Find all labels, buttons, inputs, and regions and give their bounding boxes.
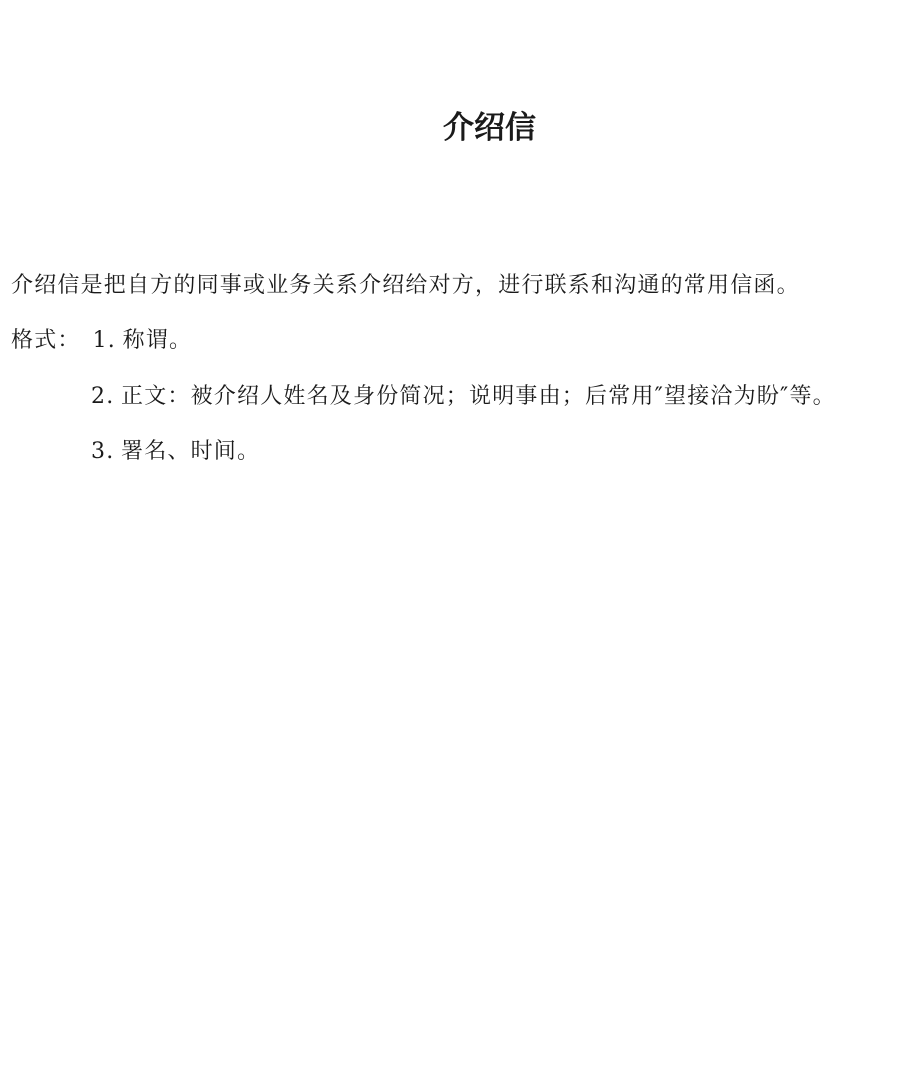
item-number: 3. bbox=[91, 439, 115, 464]
format-item bbox=[91, 437, 260, 467]
item-number: 1. bbox=[92, 328, 116, 353]
format-label: 格式： bbox=[11, 328, 81, 353]
format-line bbox=[11, 326, 192, 356]
format-item bbox=[91, 382, 836, 412]
document-title: 介绍信 bbox=[443, 110, 536, 146]
item-text: 正文：被介绍人姓名及身份简况；说明事由；后常用″望接洽为盼″等。 bbox=[121, 384, 836, 409]
item-number: 2. bbox=[91, 384, 115, 409]
item-text: 署名、时间。 bbox=[121, 439, 261, 464]
intro-paragraph: 介绍信是把自方的同事或业务关系介绍给对方，进行联系和沟通的常用信函。 bbox=[11, 273, 800, 298]
item-text: 称谓。 bbox=[122, 328, 193, 353]
